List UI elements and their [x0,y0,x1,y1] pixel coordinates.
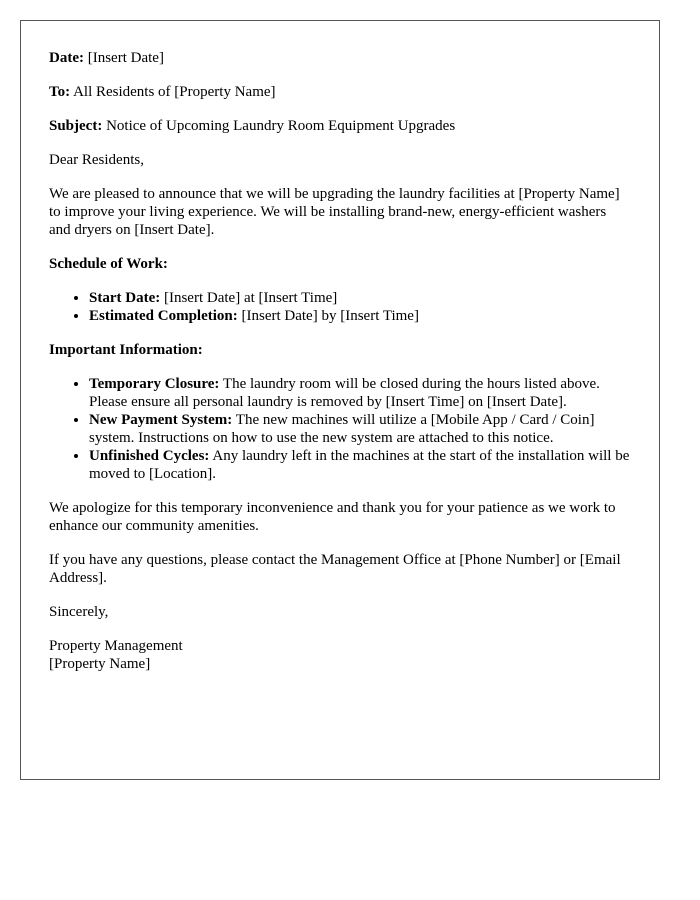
date-line [49,49,631,67]
schedule-item-text: [Insert Date] by [Insert Time] [241,308,419,324]
subject-value: Notice of Upcoming Laundry Room Equipment Upgrades [106,118,456,134]
signature-block [49,637,631,673]
valediction: Sincerely, [49,604,109,620]
info-heading: Important Information: [49,342,203,358]
schedule-item-text: [Insert Date] at [Insert Time] [163,290,338,306]
info-item-label: New Payment System: [89,412,233,428]
date-label: Date: [49,50,84,66]
date-value: [Insert Date] [87,50,164,66]
info-list [49,375,631,483]
list-item [89,307,631,325]
subject-label: Subject: [49,118,103,134]
subject-line [49,117,631,135]
letter-document [20,20,660,780]
schedule-item-label: Estimated Completion: [89,308,238,324]
to-value: All Residents of [Property Name] [73,84,276,100]
list-item [89,447,631,483]
list-item [89,411,631,447]
apology-paragraph: We apologize for this temporary inconvenience and thank you for your patience as we work to enhance our community amenities. [49,500,616,534]
contact-paragraph: If you have any questions, please contact the Management Office at [Phone Number] or [Email Address]. [49,552,621,586]
schedule-heading: Schedule of Work: [49,256,168,272]
list-item [89,375,631,411]
greeting: Dear Residents, [49,152,144,168]
to-line [49,83,631,101]
list-item [89,289,631,307]
info-item-text: The laundry room will be closed during the hours listed above. Please ensure all personal laundry is removed by [Insert Time] on [Insert Date]. [89,376,600,410]
to-label: To: [49,84,71,100]
schedule-list [49,289,631,325]
info-item-label: Temporary Closure: [89,376,220,392]
info-item-text: Any laundry left in the machines at the start of the installation will be moved to [Location]. [89,448,630,482]
intro-paragraph: We are pleased to announce that we will be upgrading the laundry facilities at [Property Name] to improve your living experience. We will be installing brand-new, energy-efficient washers and dryers on [Insert Date]. [49,186,620,238]
info-item-label: Unfinished Cycles: [89,448,210,464]
signer-name: Property Management [49,638,183,654]
signer-property: [Property Name] [49,656,151,672]
schedule-item-label: Start Date: [89,290,161,306]
info-item-text: The new machines will utilize a [Mobile App / Card / Coin] system. Instructions on how to use the new system are attached to this notice. [89,412,595,446]
